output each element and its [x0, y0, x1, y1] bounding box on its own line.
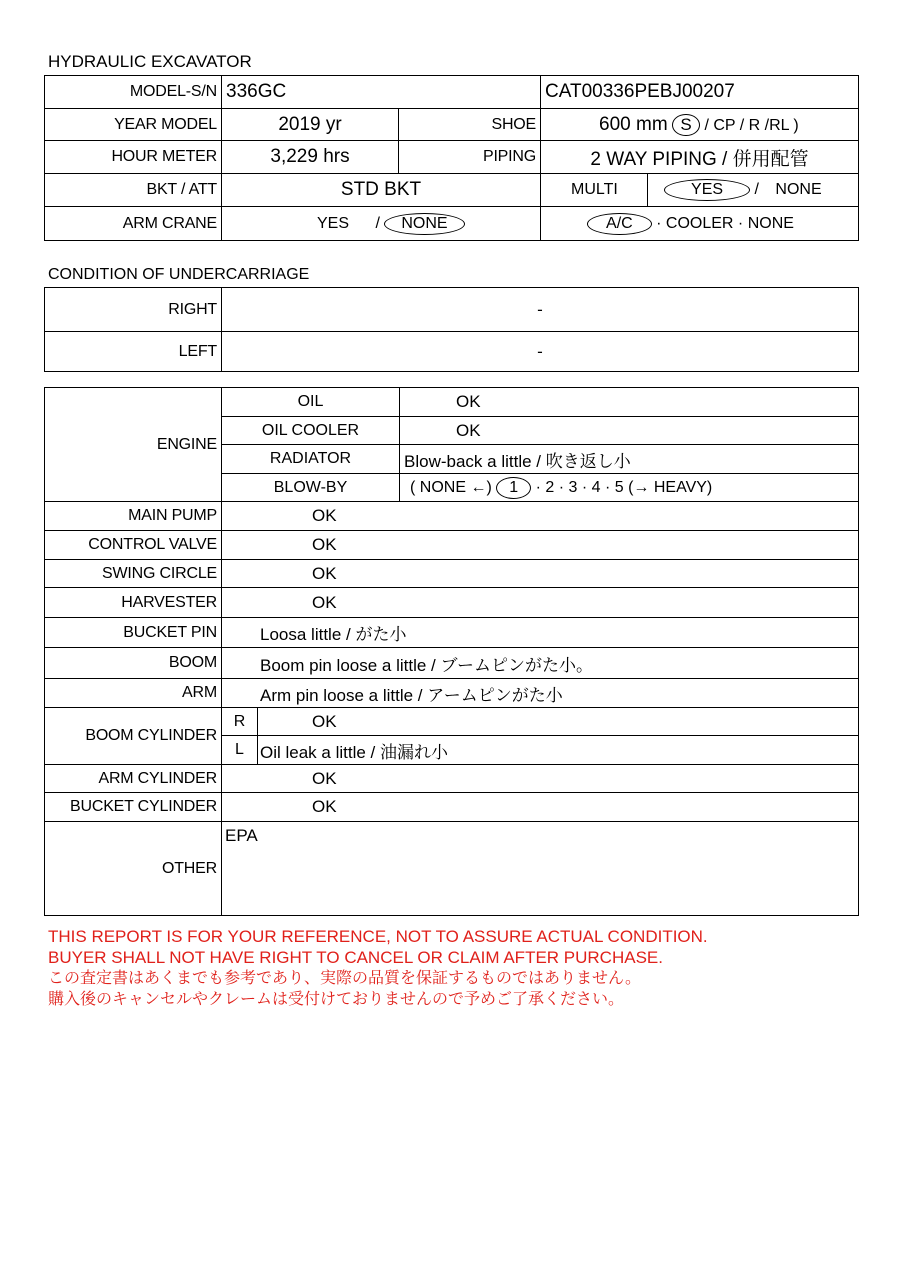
radiator-label: RADIATOR — [222, 445, 400, 474]
ac-selected: A/C — [587, 213, 652, 235]
left-value: - — [222, 332, 859, 372]
boom-value: Boom pin loose a little / ブームピンがた小。 — [222, 648, 859, 679]
disclaimer-line-4: 購入後のキャンセルやクレームは受付けておりませんので予めご了承ください。 — [48, 991, 625, 1008]
disclaimer-line-1: THIS REPORT IS FOR YOUR REFERENCE, NOT TO ASSURE ACTUAL CONDITION. — [48, 927, 708, 946]
other-label: OTHER — [45, 822, 222, 916]
right-label: RIGHT — [45, 288, 222, 332]
control-valve-label: CONTROL VALVE — [45, 531, 222, 560]
crane-none-selected: NONE — [384, 213, 464, 235]
crane-yes: YES — [317, 214, 350, 232]
bkt-label: BKT / ATT — [45, 174, 222, 207]
bucket-pin-value: Loosa little / がた小 — [222, 618, 859, 648]
harvester-value: OK — [222, 588, 859, 618]
blowby-rest: · 2 · 3 · 4 · 5 (→ HEAVY) — [535, 478, 713, 496]
main-pump-value: OK — [222, 502, 859, 531]
blowby-scale — [400, 474, 859, 502]
left-label: LEFT — [45, 332, 222, 372]
oil-label: OIL — [222, 388, 400, 417]
disclaimer — [48, 926, 708, 1010]
machine-info-table — [44, 75, 859, 241]
oil-value: OK — [400, 388, 859, 417]
control-valve-value: OK — [222, 531, 859, 560]
bucket-cylinder-value: OK — [222, 793, 859, 822]
arm-cylinder-value: OK — [222, 765, 859, 793]
boom-cylinder-label: BOOM CYLINDER — [45, 708, 222, 765]
crane-label: ARM CRANE — [45, 207, 222, 241]
shoe-value: 600 mm — [599, 113, 668, 135]
undercarriage-heading: CONDITION OF UNDERCARRIAGE — [48, 266, 310, 283]
main-pump-label: MAIN PUMP — [45, 502, 222, 531]
bucket-pin-label: BUCKET PIN — [45, 618, 222, 648]
boom-cylinder-r: R — [222, 708, 258, 736]
page-title: HYDRAULIC EXCAVATOR — [48, 52, 252, 71]
swing-circle-value: OK — [222, 560, 859, 588]
engine-label: ENGINE — [45, 388, 222, 502]
disclaimer-line-2: BUYER SHALL NOT HAVE RIGHT TO CANCEL OR CLAIM AFTER PURCHASE. — [48, 948, 663, 967]
inspection-table — [44, 387, 859, 916]
bkt-value: STD BKT — [222, 174, 541, 207]
multi-sep: / — [754, 181, 759, 198]
boom-cylinder-r-value: OK — [258, 708, 859, 736]
shoe-selected-s: S — [672, 114, 699, 136]
piping-label: PIPING — [399, 141, 541, 174]
year-value: 2019 yr — [222, 109, 399, 141]
multi-none: NONE — [775, 181, 822, 198]
hour-value: 3,229 hrs — [222, 141, 399, 174]
right-value: - — [222, 288, 859, 332]
model-value: 336GC — [222, 76, 541, 109]
year-label: YEAR MODEL — [45, 109, 222, 141]
harvester-label: HARVESTER — [45, 588, 222, 618]
ac-cell — [541, 207, 859, 241]
model-label: MODEL-S/N — [45, 76, 222, 109]
multi-label: MULTI — [541, 174, 648, 207]
boom-cylinder-l: L — [222, 736, 258, 765]
bucket-cylinder-label: BUCKET CYLINDER — [45, 793, 222, 822]
oil-cooler-value: OK — [400, 417, 859, 445]
arm-cylinder-label: ARM CYLINDER — [45, 765, 222, 793]
other-value: EPA — [222, 822, 859, 916]
ac-options: · COOLER · NONE — [656, 214, 794, 232]
arm-label: ARM — [45, 679, 222, 708]
piping-value: 2 WAY PIPING / 併用配管 — [541, 141, 859, 174]
blowby-prefix: ( NONE ←) — [410, 478, 492, 496]
crane-sep: / — [375, 214, 380, 232]
boom-label: BOOM — [45, 648, 222, 679]
multi-yes-selected: YES — [664, 179, 750, 201]
shoe-cell — [541, 109, 859, 141]
shoe-options: / CP / R /RL ) — [704, 116, 799, 134]
arm-value: Arm pin loose a little / アームピンがた小 — [222, 679, 859, 708]
blowby-label: BLOW-BY — [222, 474, 400, 502]
crane-cell — [222, 207, 541, 241]
swing-circle-label: SWING CIRCLE — [45, 560, 222, 588]
undercarriage-table — [44, 287, 859, 372]
shoe-label: SHOE — [399, 109, 541, 141]
boom-cylinder-l-value: Oil leak a little / 油漏れ小 — [258, 736, 859, 765]
radiator-value: Blow-back a little / 吹き返し小 — [400, 445, 859, 474]
blowby-selected: 1 — [496, 477, 531, 499]
hour-label: HOUR METER — [45, 141, 222, 174]
oil-cooler-label: OIL COOLER — [222, 417, 400, 445]
multi-cell — [648, 174, 859, 207]
disclaimer-line-3: この査定書はあくまでも参考であり、実際の品質を保証するものではありません。 — [48, 970, 641, 987]
serial-value: CAT00336PEBJ00207 — [541, 76, 859, 109]
